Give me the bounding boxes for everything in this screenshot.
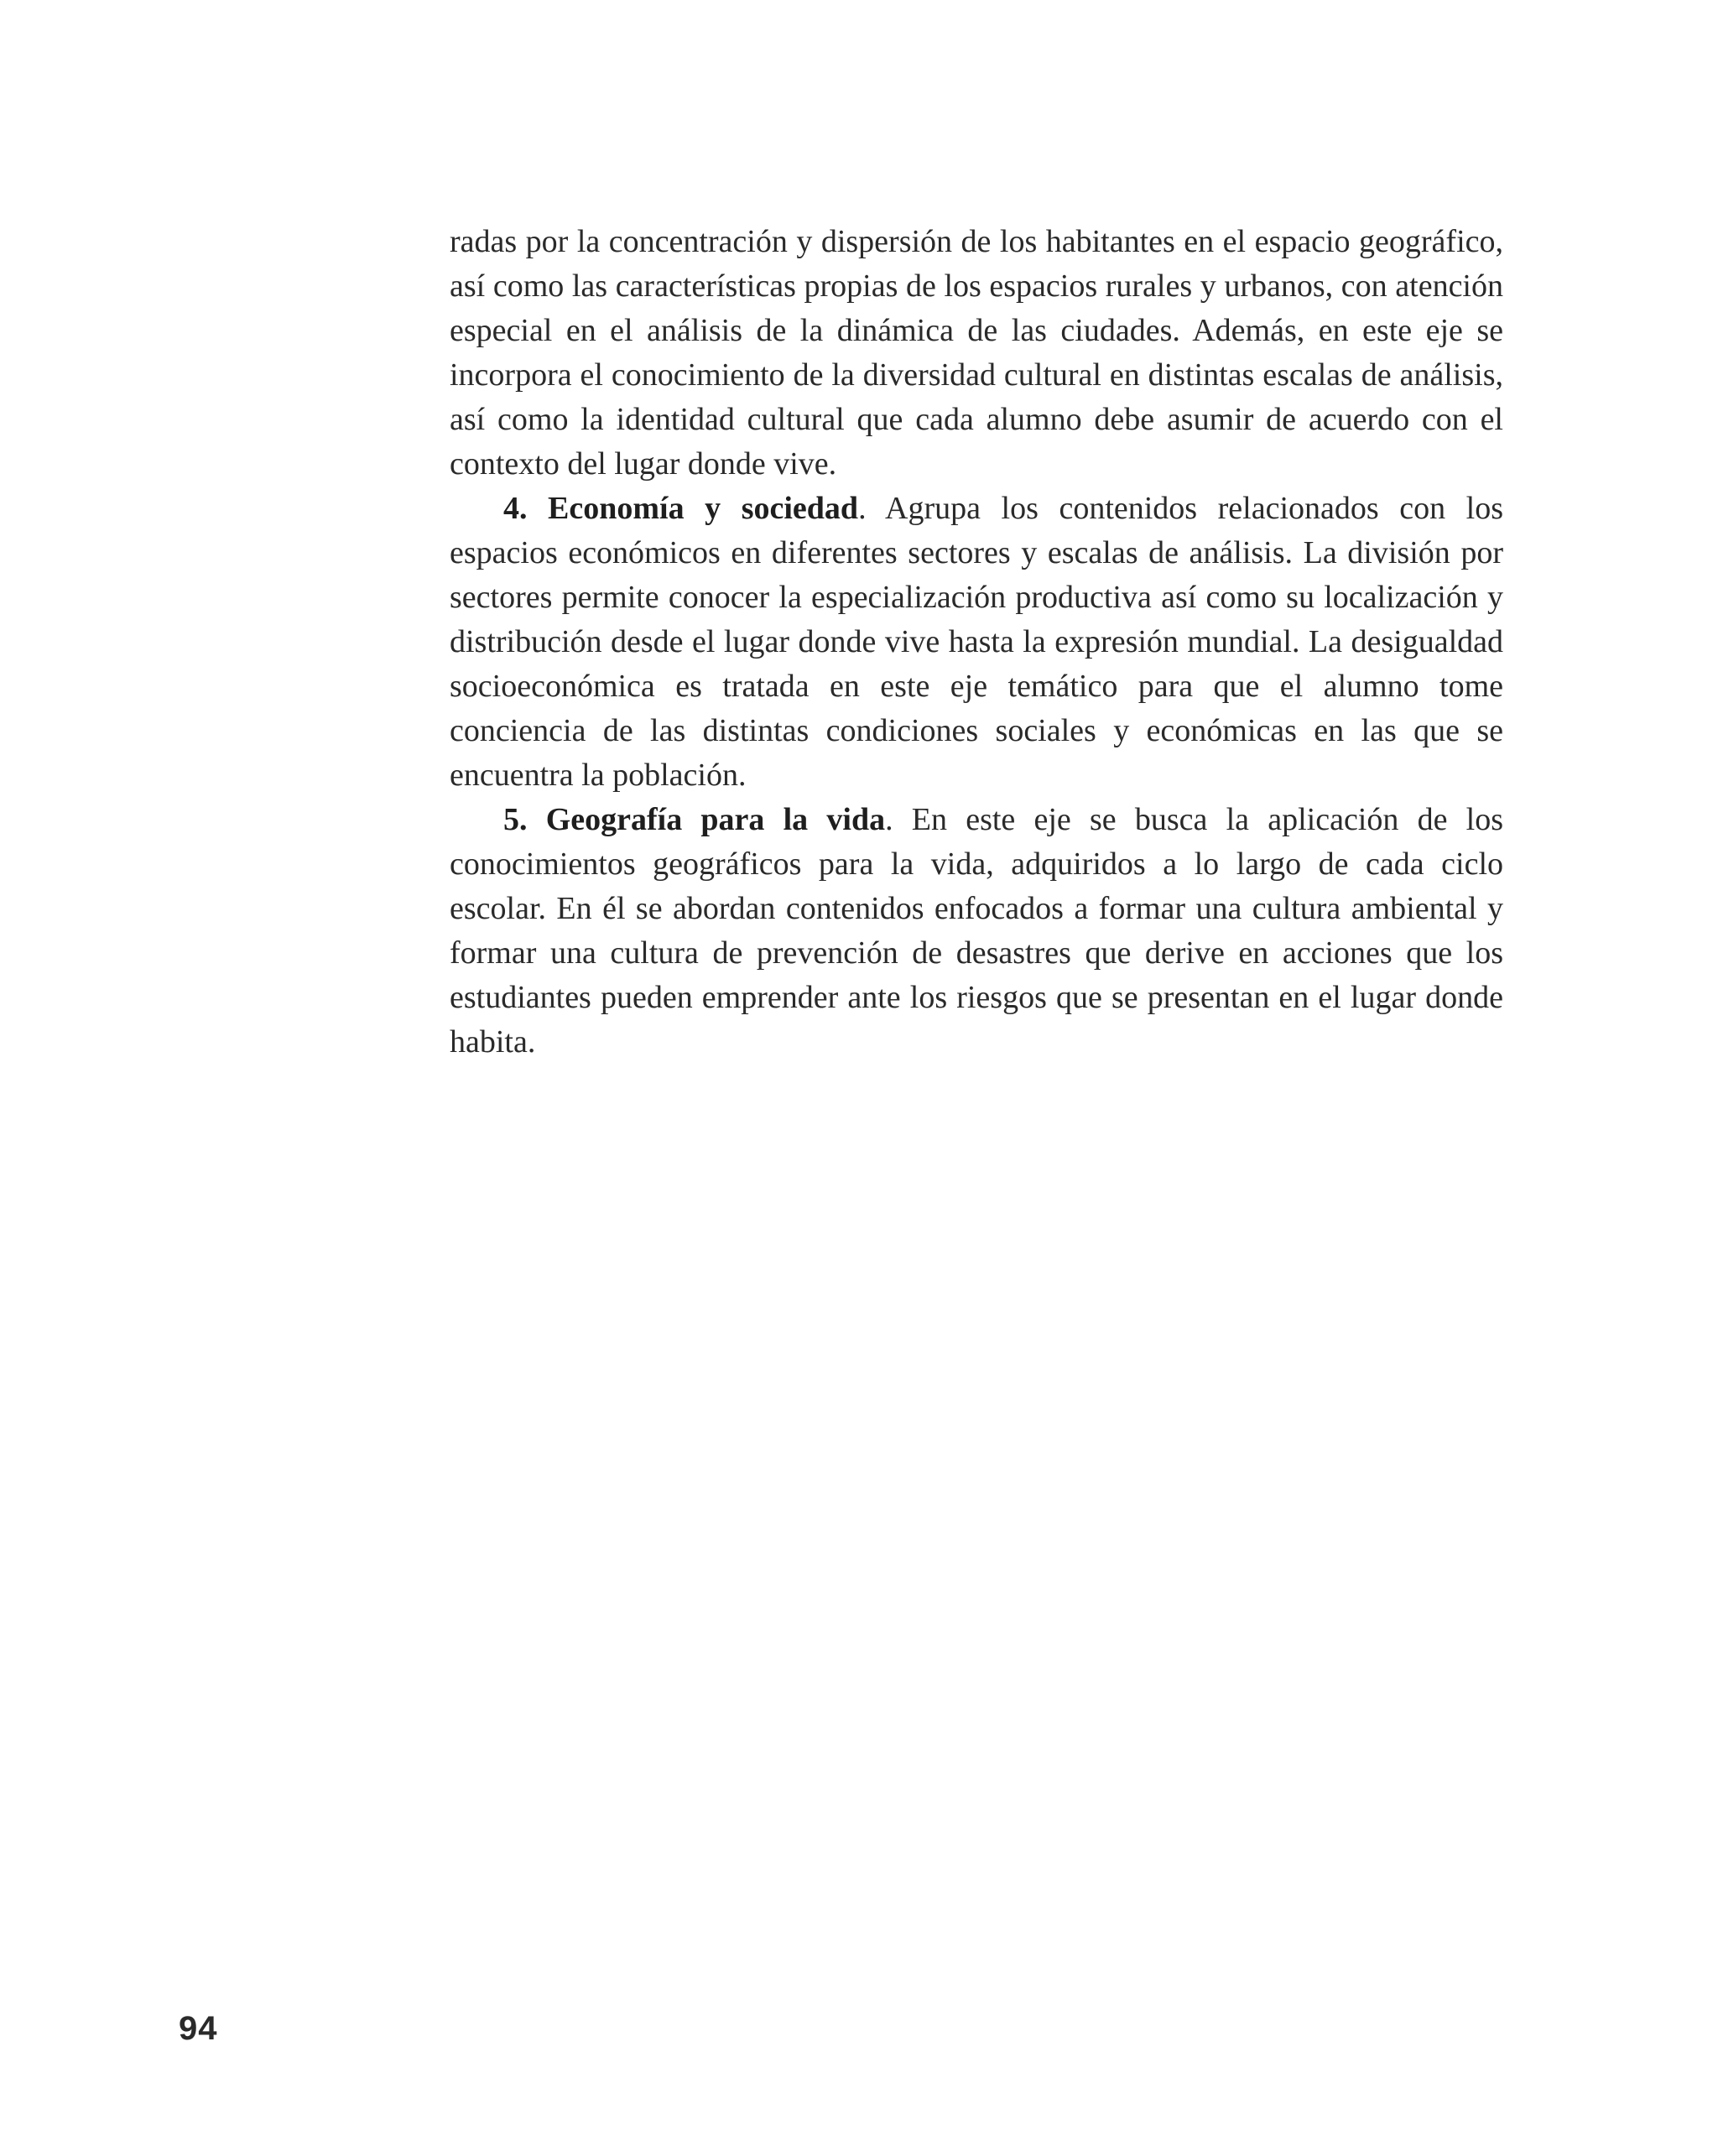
paragraph-geografia-vida (450, 798, 1503, 1065)
paragraph-continuation (450, 220, 1503, 487)
page-number: 94 (179, 2010, 218, 2047)
paragraph-economia-sociedad (450, 487, 1503, 798)
paragraph-heading: 5. Geografía para la vida (503, 802, 886, 837)
paragraph-text: . En este eje se busca la aplicación de los conocimientos geográficos para la vida, adquiridos a lo largo de cada ciclo escolar. En él se abordan contenidos enfocados a formar una cultura ambiental y formar una cultura de prevención de desastres que derive en acciones que los estudiantes pueden emprender ante los riesgos que se presentan en el lugar donde habita. (450, 802, 1503, 1060)
paragraph-text: radas por la concentración y dispersión de los habitantes en el espacio geográfico, así como las características propias de los espacios rurales y urbanos, con atención especial en el análisis de la dinámica de las ciudades. Además, en este eje se incorpora el conocimiento de la diversidad cultural en distintas escalas de análisis, así como la identidad cultural que cada alumno debe asumir de acuerdo con el contexto del lugar donde vive. (450, 224, 1503, 482)
paragraph-heading: 4. Economía y sociedad (503, 491, 859, 526)
paragraph-text: . Agrupa los contenidos relacionados con los espacios económicos en diferentes sectores y escalas de análisis. La división por sectores permite conocer la especialización productiva así como su localización y distribución desde el lugar donde vive hasta la expresión mundial. La desigualdad socioeconómica es tratada en este eje temático para que el alumno tome conciencia de las distintas condiciones sociales y económicas en las que se encuentra la población. (450, 491, 1503, 793)
body-text (450, 220, 1503, 1065)
